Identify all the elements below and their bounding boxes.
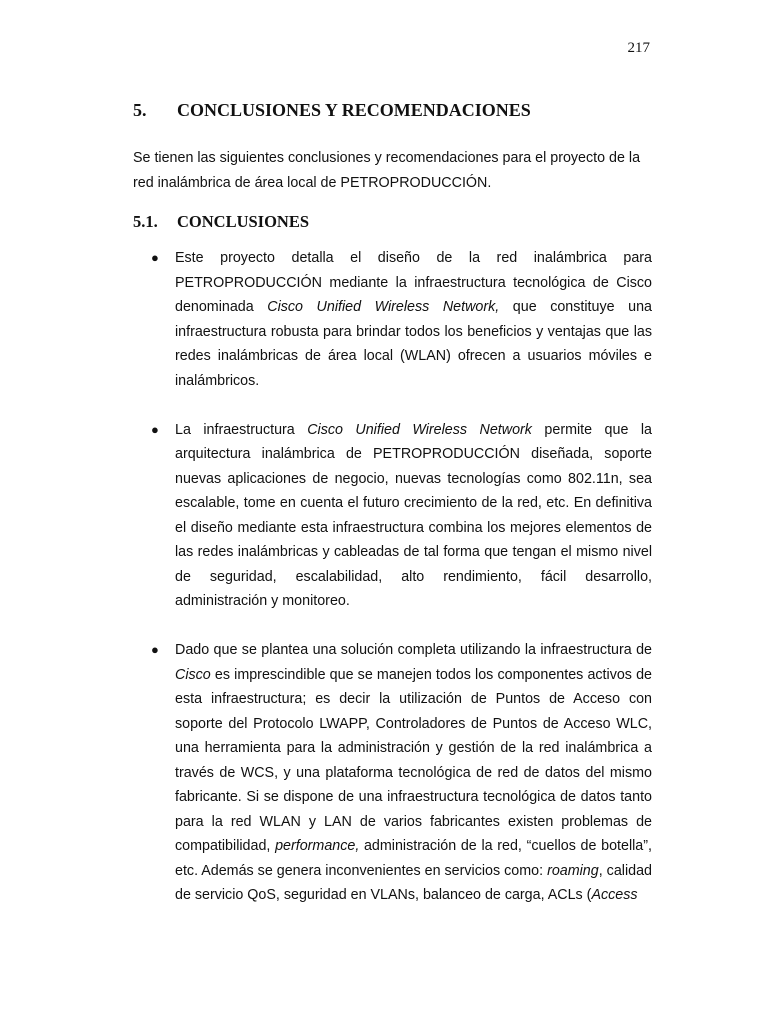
conclusions-list [133,246,652,932]
intro-paragraph: Se tienen las siguientes conclusiones y recomendaciones para el proyecto de la red inalámbrica de área local de PETROPRODUCCIÓN. [133,150,641,191]
section-title: CONCLUSIONES [177,212,310,231]
italic-term: Cisco Unified Wireless Network [307,421,532,438]
italic-term: performance, [275,838,360,854]
text-run: La infraestructura [175,421,308,438]
text-run: Dado que se plantea una solución completa utilizando la infraestructura de [175,642,652,658]
list-item [133,246,652,393]
bullet-text [175,418,652,614]
bullet-icon: ● [151,642,159,657]
text-run: es imprescindible que se manejen todos los componentes activos de esta infraestructura; es decir la utilización de Puntos de Acceso con soporte del Protocolo LWAPP, Controladores de Puntos de Acceso WLC, una herramienta para la administración y gestión de la red inalámbrica a través de WCS, y una plataforma tecnológica de red de datos del mismo fabricante. Si se dispone de una infraestructura tecnológica de datos tanto para la red WLAN y LAN de varios fabricantes existen problemas de compatibilidad, [175,666,652,854]
text-run: permite que la arquitectura inalámbrica de PETROPRODUCCIÓN diseñada, soporte nuevas aplicaciones de negocio, nuevas tecnologías como 802.11n, sea escalable, tome en cuenta el futuro crecimiento de la red, etc. En definitiva el diseño mediante esta infraestructura combina los mejores elementos de las redes inalámbricas y cableadas de tal forma que tengan el mismo nivel de seguridad, escalabilidad, alto rendimiento, fácil desarrollo, administración y monitoreo. [175,421,652,609]
italic-term: roaming [547,862,599,879]
section-heading [133,212,309,232]
section-number: 5.1. [133,212,158,231]
italic-term: Cisco Unified Wireless Network, [267,299,500,315]
list-item [133,638,652,908]
text-run: , calidad de servicio QoS, seguridad en VLANs, balanceo de carga, ACLs ( [175,862,652,903]
chapter-number: 5. [133,100,147,120]
text-run: administración de la red, “cuellos de botella”, etc. Además se genera inconvenientes en servicios como: [175,838,652,879]
list-item [133,418,652,614]
text-run: Este proyecto detalla el diseño de la red inalámbrica para PETROPRODUCCIÓN mediante la infraestructura tecnológica de Cisco denominada [175,250,652,315]
bullet-icon: ● [151,250,159,265]
chapter-heading [133,100,531,121]
page-number: 217 [627,40,650,56]
italic-term: Cisco [175,666,211,683]
bullet-text [175,246,652,393]
italic-term: Access [591,887,638,903]
bullet-icon: ● [151,421,159,437]
text-run: que constituye una infraestructura robusta para brindar todos los beneficios y ventajas que las redes inalámbricas de área local (WLAN) ofrecen a usuarios móviles e inalámbricos. [175,299,652,389]
bullet-text [175,638,652,908]
chapter-title: CONCLUSIONES Y RECOMENDACIONES [177,100,531,120]
